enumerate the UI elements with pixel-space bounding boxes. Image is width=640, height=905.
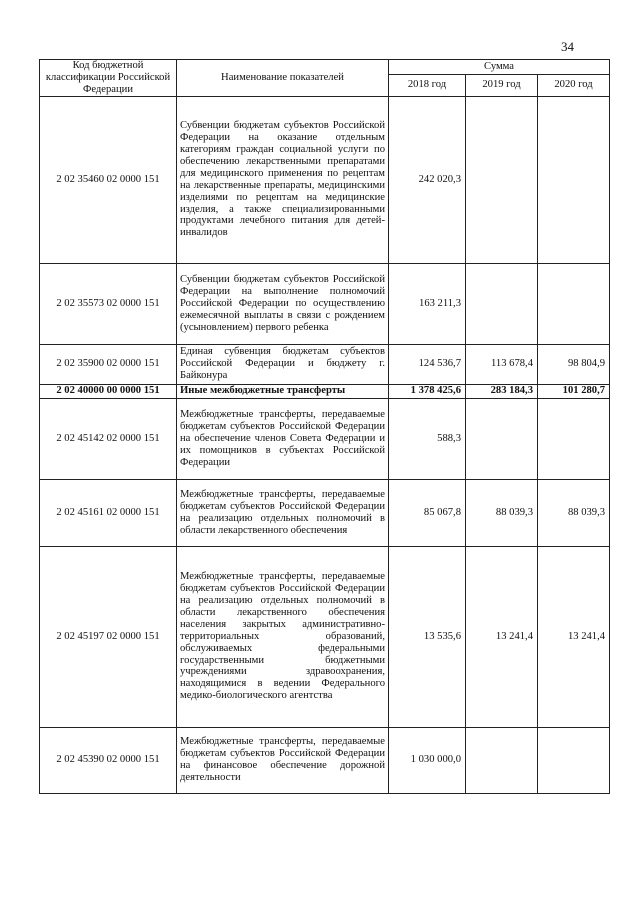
row-value-2019: 13 241,4	[466, 546, 538, 727]
table-row	[40, 96, 610, 263]
table-row	[40, 727, 610, 793]
row-name: Межбюджетные трансферты, передаваемые бюджетам субъектов Российской Федерации на обеспечение членов Совета Федерации и их помощников в субъектах Российской Федерации	[177, 398, 389, 479]
table-row	[40, 479, 610, 546]
row-code: 2 02 35460 02 0000 151	[40, 96, 177, 263]
budget-table	[39, 59, 610, 794]
table-row	[40, 398, 610, 479]
header-year-2018: 2018 год	[389, 74, 466, 96]
row-name: Межбюджетные трансферты, передаваемые бюджетам субъектов Российской Федерации на реализацию отдельных полномочий в области лекарственного обеспечения населения закрытых административно-территориальных образований, обслуживаемых федеральными государственными бюджетными учреждениями здравоохранения, находящимися в ведении Федерального медико-биологического агентства	[177, 546, 389, 727]
header-year-2019: 2019 год	[466, 74, 538, 96]
row-value-2019: 283 184,3	[466, 384, 538, 398]
row-name: Межбюджетные трансферты, передаваемые бюджетам субъектов Российской Федерации на финансовое обеспечение дорожной деятельности	[177, 727, 389, 793]
row-value-2020	[538, 263, 610, 344]
table-row	[40, 344, 610, 384]
row-value-2019: 113 678,4	[466, 344, 538, 384]
row-code: 2 02 40000 00 0000 151	[40, 384, 177, 398]
table-row	[40, 263, 610, 344]
row-name: Иные межбюджетные трансферты	[177, 384, 389, 398]
row-code: 2 02 45390 02 0000 151	[40, 727, 177, 793]
row-value-2018: 242 020,3	[389, 96, 466, 263]
row-name: Межбюджетные трансферты, передаваемые бюджетам субъектов Российской Федерации на реализацию отдельных полномочий в области лекарственного обеспечения	[177, 479, 389, 546]
row-value-2020	[538, 96, 610, 263]
page-number: 34	[561, 39, 574, 54]
row-value-2020: 13 241,4	[538, 546, 610, 727]
row-code: 2 02 45197 02 0000 151	[40, 546, 177, 727]
row-code: 2 02 35900 02 0000 151	[40, 344, 177, 384]
row-name: Субвенции бюджетам субъектов Российской Федерации на выполнение полномочий Российской Федерации по осуществлению ежемесячной выплаты в связи с рождением (усыновлением) первого ребенка	[177, 263, 389, 344]
row-value-2018: 1 378 425,6	[389, 384, 466, 398]
row-value-2020	[538, 727, 610, 793]
row-name: Единая субвенция бюджетам субъектов Российской Федерации и бюджету г. Байконура	[177, 344, 389, 384]
row-value-2020	[538, 398, 610, 479]
row-value-2018: 13 535,6	[389, 546, 466, 727]
table-row	[40, 546, 610, 727]
row-value-2020: 101 280,7	[538, 384, 610, 398]
row-value-2019: 88 039,3	[466, 479, 538, 546]
row-value-2020: 98 804,9	[538, 344, 610, 384]
row-code: 2 02 45161 02 0000 151	[40, 479, 177, 546]
table-body	[40, 96, 610, 793]
row-value-2018: 124 536,7	[389, 344, 466, 384]
row-value-2019	[466, 96, 538, 263]
header-name: Наименование показателей	[177, 60, 389, 97]
row-code: 2 02 45142 02 0000 151	[40, 398, 177, 479]
row-value-2018: 163 211,3	[389, 263, 466, 344]
row-value-2020: 88 039,3	[538, 479, 610, 546]
header-year-2020: 2020 год	[538, 74, 610, 96]
row-code: 2 02 35573 02 0000 151	[40, 263, 177, 344]
table-row	[40, 384, 610, 398]
row-value-2019	[466, 398, 538, 479]
row-value-2018: 1 030 000,0	[389, 727, 466, 793]
header-sum: Сумма	[389, 60, 610, 75]
row-value-2018: 85 067,8	[389, 479, 466, 546]
row-value-2019	[466, 727, 538, 793]
header-code: Код бюджетной классификации Российской Федерации	[40, 60, 177, 97]
row-value-2019	[466, 263, 538, 344]
row-value-2018: 588,3	[389, 398, 466, 479]
row-name: Субвенции бюджетам субъектов Российской Федерации на оказание отдельным категориям граждан социальной услуги по обеспечению лекарственными препаратами для медицинского применения по рецептам на лекарственные препараты, медицинскими изделиями по рецептам на медицинские изделия, а также специализированными продуктами лечебного питания для детей-инвалидов	[177, 96, 389, 263]
